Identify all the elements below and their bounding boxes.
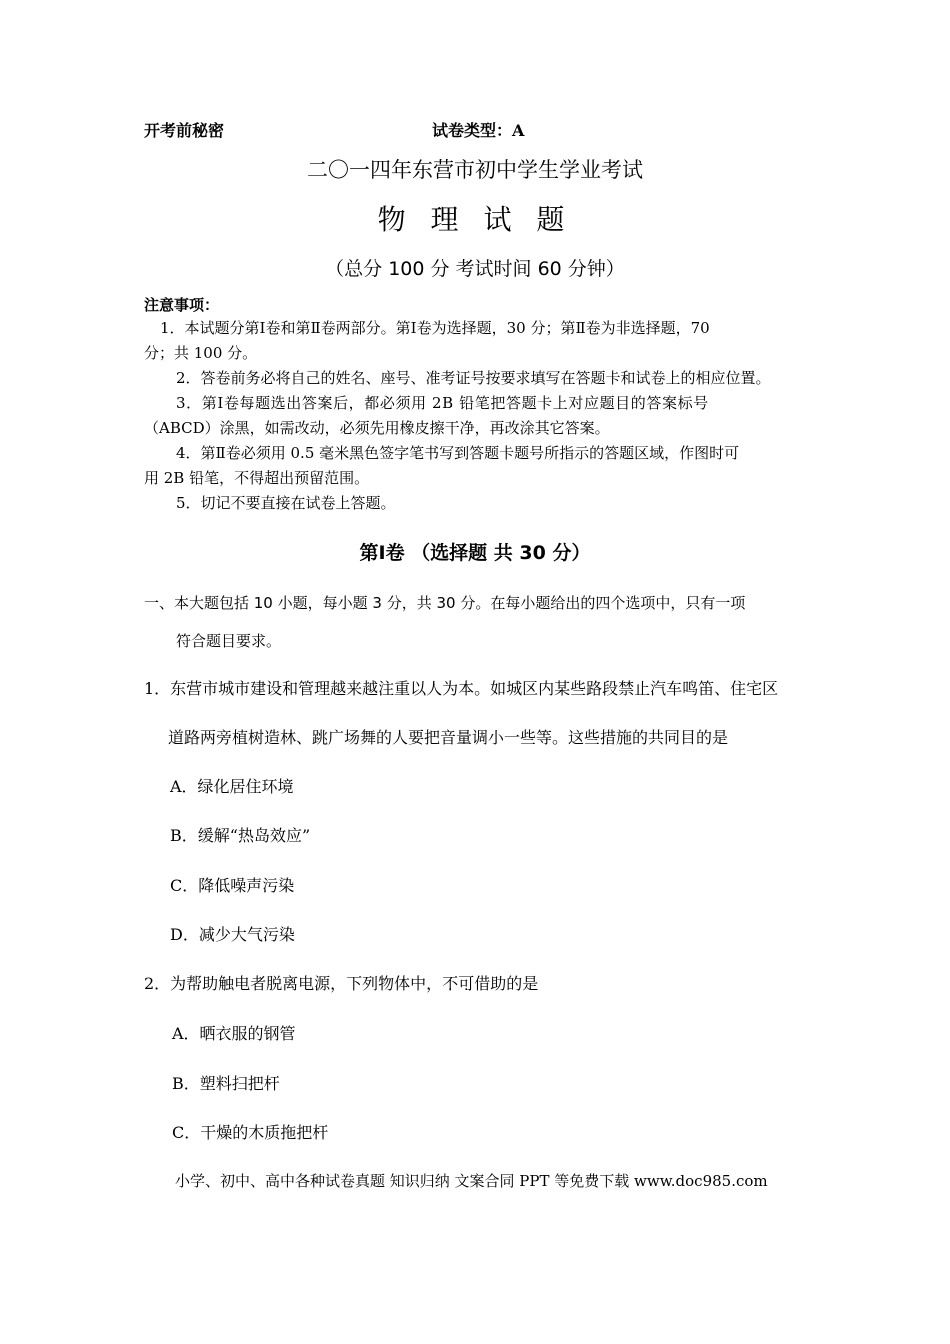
section-title: 第Ⅰ卷 （选择题 共 30 分）	[359, 542, 591, 564]
exam-title: 二〇一四年东营市初中学生学业考试	[307, 158, 643, 182]
emphasis-char-bu: 不	[442, 974, 459, 993]
note-5: 5．切记不要直接在试卷上答题。	[176, 494, 396, 512]
note-2: 2．答卷前务必将自己的姓名、座号、准考证号按要求填写在答题卡和试卷上的相应位置。	[176, 369, 771, 387]
note-1-line-2: 分；共 100 分。	[144, 344, 258, 362]
confidential-label: 开考前秘密	[144, 121, 225, 140]
emphasis-char-ke: 可	[458, 974, 475, 993]
part-instructions-line-1: 一、本大题包括 10 小题，每小题 3 分，共 30 分。在每小题给出的四个选项中，只有一项	[144, 594, 746, 612]
note-4-line-1: 4．第Ⅱ卷必须用 0.5 毫米黑色签字笔书写到答题卡题号所指示的答题区域，作图时可	[176, 444, 740, 462]
question-2-option-a: A．晒衣服的钢管	[172, 1024, 296, 1043]
note-4-line-2: 用 2B 铅笔，不得超出预留范围。	[144, 469, 370, 487]
paper-type-label: 试卷类型：A	[432, 121, 525, 140]
footer-ad-text: 小学、初中、高中各种试卷真题 知识归纳 文案合同 PPT 等免费下载 www.doc985.com	[175, 1172, 768, 1190]
note-3-line-1: 3．第Ⅰ卷每题选出答案后，都必须用 2B 铅笔把答题卡上对应题目的答案标号	[176, 394, 709, 412]
subject-title: 物 理 试 题	[377, 203, 573, 236]
question-2-stem-prefix: 2．为帮助触电者脱离电源，下列物体中，	[144, 974, 443, 993]
question-2-stem	[144, 971, 538, 994]
note-3-line-2: （ABCD）涂黑，如需改动，必须先用橡皮擦干净，再改涂其它答案。	[144, 419, 610, 437]
question-1-option-b: B．缓解“热岛效应”	[170, 826, 311, 845]
question-1-option-d: D．减少大气污染	[170, 925, 295, 944]
question-1-option-c: C．降低噪声污染	[170, 876, 295, 895]
exam-info: （总分 100 分 考试时间 60 分钟）	[325, 258, 625, 280]
question-1-stem-line-1: 1．东营市城市建设和管理越来越注重以人为本。如城区内某些路段禁止汽车鸣笛、住宅区	[144, 679, 779, 698]
question-2-stem-suffix: 借助的是	[474, 974, 539, 993]
notes-heading: 注意事项：	[144, 296, 220, 314]
question-2-option-b: B．塑料扫把杆	[172, 1074, 280, 1093]
part-instructions-line-2: 符合题目要求。	[176, 632, 282, 650]
question-1-stem-line-2: 道路两旁植树造林、跳广场舞的人要把音量调小一些等。这些措施的共同目的是	[168, 728, 729, 747]
note-1-line-1: 1．本试题分第Ⅰ卷和第Ⅱ卷两部分。第Ⅰ卷为选择题，30 分；第Ⅱ卷为非选择题，70	[160, 319, 710, 337]
question-1-option-a: A．绿化居住环境	[170, 777, 294, 796]
question-2-option-c: C．干燥的木质拖把杆	[172, 1123, 329, 1142]
